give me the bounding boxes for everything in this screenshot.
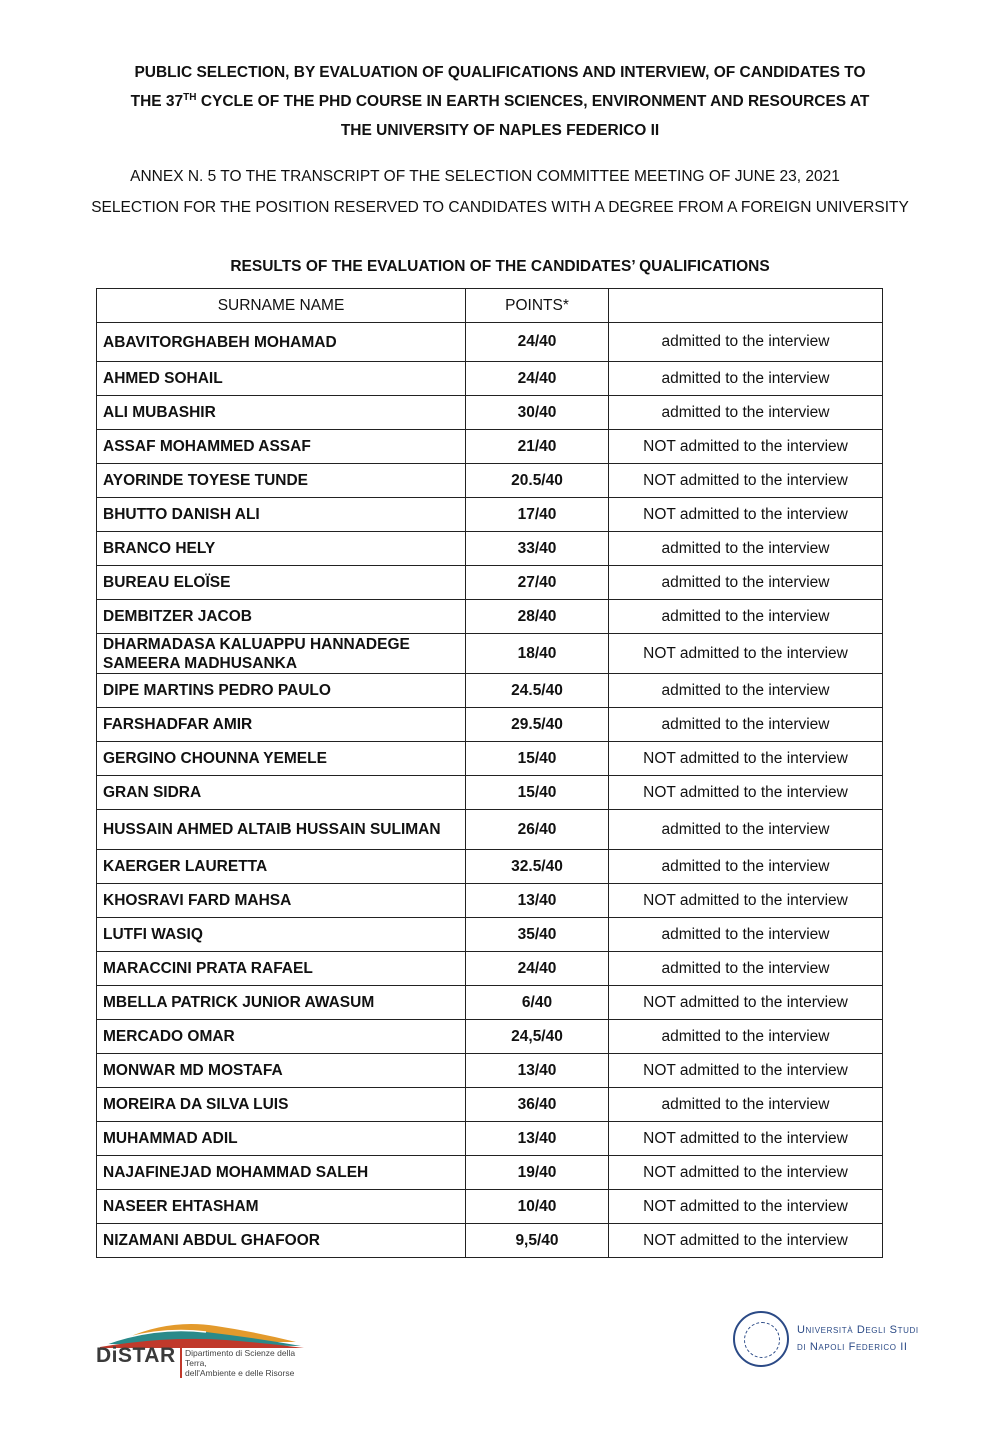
candidate-name-cell: ALI MUBASHIR xyxy=(97,396,466,430)
outcome-cell: admitted to the interview xyxy=(609,362,883,396)
candidate-name-cell: MBELLA PATRICK JUNIOR AWASUM xyxy=(97,986,466,1020)
points-cell: 17/40 xyxy=(466,498,609,532)
candidate-name-cell: GERGINO CHOUNNA YEMELE xyxy=(97,742,466,776)
university-seal-icon xyxy=(733,1311,789,1367)
table-row xyxy=(97,1224,883,1258)
outcome-cell: admitted to the interview xyxy=(609,1020,883,1054)
university-name-line-1: Università Degli Studi xyxy=(797,1324,919,1336)
outcome-cell: NOT admitted to the interview xyxy=(609,1156,883,1190)
table-row xyxy=(97,1054,883,1088)
candidate-name-cell: DEMBITZER JACOB xyxy=(97,600,466,634)
points-cell: 32.5/40 xyxy=(466,850,609,884)
outcome-cell: NOT admitted to the interview xyxy=(609,430,883,464)
outcome-cell: NOT admitted to the interview xyxy=(609,498,883,532)
title-line-2-pre: THE 37 xyxy=(130,93,184,110)
candidate-name-cell: NASEER EHTASHAM xyxy=(97,1190,466,1224)
candidate-name-cell: KHOSRAVI FARD MAHSA xyxy=(97,884,466,918)
table-row xyxy=(97,776,883,810)
table-row xyxy=(97,884,883,918)
annex-line: ANNEX N. 5 TO THE TRANSCRIPT OF THE SELECTION COMMITTEE MEETING OF JUNE 23, 2021 xyxy=(130,168,840,185)
points-cell: 19/40 xyxy=(466,1156,609,1190)
distar-sub-line-1: Dipartimento di Scienze della Terra, xyxy=(185,1348,296,1368)
column-header-points: POINTS* xyxy=(466,289,609,323)
points-cell: 24/40 xyxy=(466,952,609,986)
outcome-cell: NOT admitted to the interview xyxy=(609,884,883,918)
distar-wordmark: DiSTAR xyxy=(96,1344,176,1367)
points-cell: 24/40 xyxy=(466,362,609,396)
distar-department-name xyxy=(180,1348,311,1378)
table-row xyxy=(97,634,883,674)
table-row xyxy=(97,464,883,498)
table-row xyxy=(97,532,883,566)
points-cell: 29.5/40 xyxy=(466,708,609,742)
points-cell: 13/40 xyxy=(466,1122,609,1156)
title-line-1: PUBLIC SELECTION, BY EVALUATION OF QUALIFICATIONS AND INTERVIEW, OF CANDIDATES TO xyxy=(134,64,866,81)
points-cell: 28/40 xyxy=(466,600,609,634)
points-cell: 33/40 xyxy=(466,532,609,566)
table-row xyxy=(97,918,883,952)
table-row xyxy=(97,1088,883,1122)
candidate-name-cell: AHMED SOHAIL xyxy=(97,362,466,396)
candidate-name-cell: NIZAMANI ABDUL GHAFOOR xyxy=(97,1224,466,1258)
table-row xyxy=(97,430,883,464)
outcome-cell: NOT admitted to the interview xyxy=(609,1224,883,1258)
points-cell: 9,5/40 xyxy=(466,1224,609,1258)
candidate-name-cell: ASSAF MOHAMMED ASSAF xyxy=(97,430,466,464)
table-body xyxy=(97,323,883,1258)
table-row xyxy=(97,362,883,396)
points-cell: 13/40 xyxy=(466,884,609,918)
points-cell: 30/40 xyxy=(466,396,609,430)
candidate-name-cell: NAJAFINEJAD MOHAMMAD SALEH xyxy=(97,1156,466,1190)
points-cell: 20.5/40 xyxy=(466,464,609,498)
candidate-name-cell: FARSHADFAR AMIR xyxy=(97,708,466,742)
outcome-cell: NOT admitted to the interview xyxy=(609,776,883,810)
column-header-name: SURNAME NAME xyxy=(97,289,466,323)
candidate-name-cell: GRAN SIDRA xyxy=(97,776,466,810)
points-cell: 21/40 xyxy=(466,430,609,464)
title-line-2 xyxy=(90,87,910,116)
title-line-2-post: CYCLE OF THE PHD COURSE IN EARTH SCIENCES, ENVIRONMENT AND RESOURCES AT xyxy=(196,93,870,110)
points-cell: 15/40 xyxy=(466,742,609,776)
candidate-name-cell: MONWAR MD MOSTAFA xyxy=(97,1054,466,1088)
candidate-name-cell: MERCADO OMAR xyxy=(97,1020,466,1054)
points-cell: 6/40 xyxy=(466,986,609,1020)
points-cell: 10/40 xyxy=(466,1190,609,1224)
table-row xyxy=(97,323,883,362)
title-line-3: THE UNIVERSITY OF NAPLES FEDERICO II xyxy=(340,122,660,139)
outcome-cell: admitted to the interview xyxy=(609,952,883,986)
outcome-cell: NOT admitted to the interview xyxy=(609,464,883,498)
table-row xyxy=(97,952,883,986)
table-row xyxy=(97,1190,883,1224)
table-row xyxy=(97,600,883,634)
table-row xyxy=(97,566,883,600)
title-line-2-superscript: TH xyxy=(183,91,197,103)
table-row xyxy=(97,674,883,708)
document-title xyxy=(90,58,910,145)
table-row xyxy=(97,850,883,884)
candidate-name-cell: MARACCINI PRATA RAFAEL xyxy=(97,952,466,986)
candidate-name-cell: BHUTTO DANISH ALI xyxy=(97,498,466,532)
points-cell: 13/40 xyxy=(466,1054,609,1088)
candidate-name-cell: DHARMADASA KALUAPPU HANNADEGE SAMEERA MADHUSANKA xyxy=(97,634,466,674)
candidate-name-cell: ABAVITORGHABEH MOHAMAD xyxy=(97,323,466,362)
candidate-name-cell: BUREAU ELOÏSE xyxy=(97,566,466,600)
table-row xyxy=(97,810,883,850)
outcome-cell: admitted to the interview xyxy=(609,1088,883,1122)
outcome-cell: admitted to the interview xyxy=(609,566,883,600)
outcome-cell: admitted to the interview xyxy=(609,850,883,884)
table-row xyxy=(97,396,883,430)
outcome-cell: admitted to the interview xyxy=(609,674,883,708)
outcome-cell: NOT admitted to the interview xyxy=(609,634,883,674)
table-row xyxy=(97,498,883,532)
table-row xyxy=(97,1122,883,1156)
outcome-cell: admitted to the interview xyxy=(609,323,883,362)
outcome-cell: admitted to the interview xyxy=(609,810,883,850)
points-cell: 24,5/40 xyxy=(466,1020,609,1054)
university-logo xyxy=(733,1308,933,1373)
outcome-cell: admitted to the interview xyxy=(609,708,883,742)
points-cell: 27/40 xyxy=(466,566,609,600)
candidate-name-cell: BRANCO HELY xyxy=(97,532,466,566)
points-cell: 15/40 xyxy=(466,776,609,810)
points-cell: 35/40 xyxy=(466,918,609,952)
table-row xyxy=(97,1156,883,1190)
university-name xyxy=(797,1322,919,1356)
outcome-cell: admitted to the interview xyxy=(609,532,883,566)
table-row xyxy=(97,708,883,742)
results-heading: RESULTS OF THE EVALUATION OF THE CANDIDATES’ QUALIFICATIONS xyxy=(230,258,770,275)
table-row xyxy=(97,986,883,1020)
outcome-cell: NOT admitted to the interview xyxy=(609,1190,883,1224)
distar-mountain-icon xyxy=(96,1312,311,1348)
outcome-cell: admitted to the interview xyxy=(609,918,883,952)
points-cell: 26/40 xyxy=(466,810,609,850)
table-header-row xyxy=(97,289,883,323)
university-name-line-2: di Napoli Federico II xyxy=(797,1341,908,1353)
results-table xyxy=(96,288,883,1258)
selection-subtitle: SELECTION FOR THE POSITION RESERVED TO CANDIDATES WITH A DEGREE FROM A FOREIGN UNIVERSITY xyxy=(91,199,909,216)
candidate-name-cell: MOREIRA DA SILVA LUIS xyxy=(97,1088,466,1122)
outcome-cell: NOT admitted to the interview xyxy=(609,742,883,776)
outcome-cell: NOT admitted to the interview xyxy=(609,986,883,1020)
column-header-outcome xyxy=(609,289,883,323)
candidate-name-cell: DIPE MARTINS PEDRO PAULO xyxy=(97,674,466,708)
table-row xyxy=(97,742,883,776)
distar-logo xyxy=(96,1312,311,1378)
outcome-cell: admitted to the interview xyxy=(609,600,883,634)
outcome-cell: NOT admitted to the interview xyxy=(609,1122,883,1156)
candidate-name-cell: MUHAMMAD ADIL xyxy=(97,1122,466,1156)
candidate-name-cell: KAERGER LAURETTA xyxy=(97,850,466,884)
points-cell: 24/40 xyxy=(466,323,609,362)
table-row xyxy=(97,1020,883,1054)
points-cell: 36/40 xyxy=(466,1088,609,1122)
points-cell: 24.5/40 xyxy=(466,674,609,708)
candidate-name-cell: HUSSAIN AHMED ALTAIB HUSSAIN SULIMAN xyxy=(97,810,466,850)
outcome-cell: NOT admitted to the interview xyxy=(609,1054,883,1088)
outcome-cell: admitted to the interview xyxy=(609,396,883,430)
points-cell: 18/40 xyxy=(466,634,609,674)
candidate-name-cell: AYORINDE TOYESE TUNDE xyxy=(97,464,466,498)
distar-sub-line-2: dell'Ambiente e delle Risorse xyxy=(185,1368,295,1378)
candidate-name-cell: LUTFI WASIQ xyxy=(97,918,466,952)
